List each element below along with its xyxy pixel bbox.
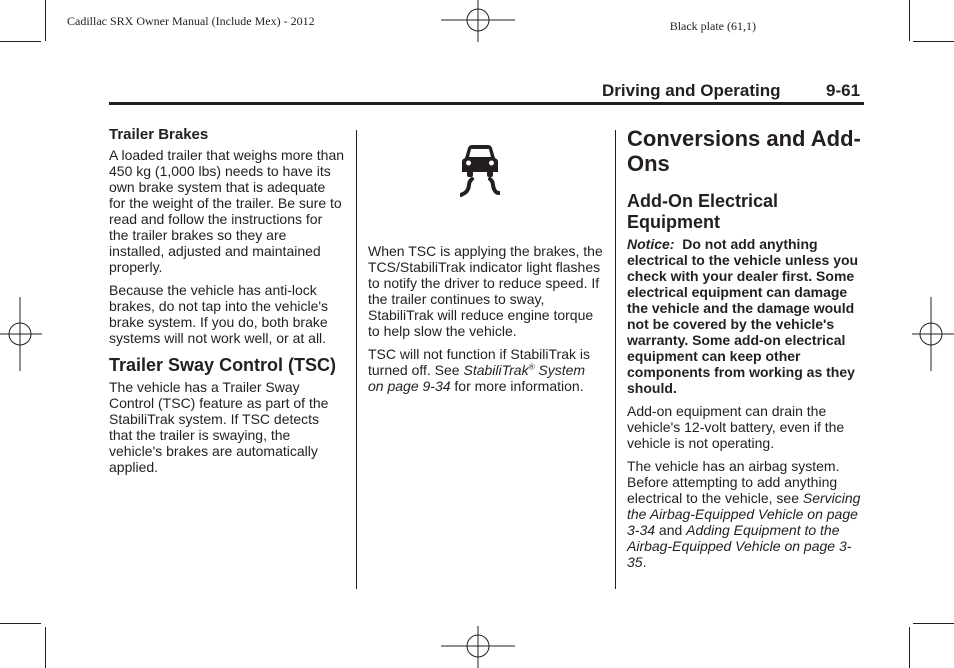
page-number: 9-61 (826, 81, 861, 100)
add-on-electrical-heading: Add-On Electrical Equipment (627, 191, 779, 232)
trailer-brakes-heading: Trailer Brakes (109, 126, 209, 143)
conversions-heading: Conversions and Add-Ons (627, 126, 861, 176)
traction-skid-car-icon (460, 144, 500, 198)
column-divider (356, 130, 357, 589)
tsc-heading: Trailer Sway Control (TSC) (109, 355, 337, 375)
tsc-off-end: for more information. (450, 378, 584, 394)
tsc-braking-paragraph: When TSC is applying the brakes, the TCS/StabiliTrak indicator light flashes to notify the driver to reduce speed. If the trailer continues to sway, StabiliTrak will reduce engine torque to help slow the vehicle. (368, 243, 603, 339)
slug-manual-title: Cadillac SRX Owner Manual (Include Mex) - 2012 (67, 14, 315, 28)
airbag-end: . (642, 554, 647, 570)
airbag-and: and (655, 522, 687, 538)
column-divider (615, 130, 616, 589)
tsc-off-text: TSC will not function if StabiliTrak is turned off. See (368, 346, 590, 378)
crop-mark (909, 627, 910, 668)
stabilitrak-link-page: System on page 9-34 (368, 362, 586, 394)
stabilitrak-link-text: StabiliTrak (463, 362, 529, 378)
adding-equipment-link[interactable]: Adding Equipment to the Airbag-Equipped Vehicle on page 3-35 (627, 522, 852, 570)
airbag-text: The vehicle has an airbag system. Before attempting to add anything electrical to the vehicle, see (627, 458, 840, 506)
column-left (109, 126, 345, 482)
crop-mark (0, 623, 41, 624)
crop-mark (0, 41, 41, 42)
slug-plate: Black plate (61,1) (669, 19, 756, 33)
column-right (627, 126, 863, 577)
notice-label: Notice: (627, 236, 675, 252)
column-middle (368, 126, 604, 401)
airbag-paragraph (627, 458, 863, 570)
header-rule (109, 102, 864, 105)
anti-lock-paragraph: Because the vehicle has anti-lock brakes, do not tap into the vehicle's brake system. If you do, both brake systems will not work well, or at all. (109, 282, 329, 346)
crop-mark (45, 0, 46, 41)
crop-mark (45, 627, 46, 668)
registration-mark-icon (441, 0, 515, 44)
registered-mark: ® (528, 362, 535, 372)
crop-mark (913, 41, 954, 42)
crop-mark (909, 0, 910, 41)
section-title: Driving and Operating (602, 81, 781, 100)
crop-mark (913, 623, 954, 624)
registration-mark-icon (0, 297, 42, 371)
servicing-airbag-link[interactable]: Servicing the Airbag-Equipped Vehicle on page 3-34 (627, 490, 861, 538)
notice-text: Do not add anything electrical to the vehicle unless you check with your dealer first. Some electrical equipment can damage the vehicle and the damage would not be covered by the vehicle's warranty. Some add-on electrical equipment can keep other components from working as they should. (627, 236, 859, 396)
notice-paragraph (627, 236, 863, 396)
registration-mark-icon (441, 626, 515, 668)
battery-drain-paragraph: Add-on equipment can drain the vehicle's 12-volt battery, even if the vehicle is not operating. (627, 403, 845, 451)
registration-mark-icon (912, 297, 954, 371)
trailer-brakes-paragraph: A loaded trailer that weighs more than 450 kg (1,000 lbs) needs to have its own brake system that is adequate for the weight of the trailer. Be sure to read and follow the instructions for the trailer brakes so they are installed, adjusted and maintained properly. (109, 147, 345, 275)
tsc-off-paragraph (368, 346, 604, 394)
tsc-paragraph: The vehicle has a Trailer Sway Control (TSC) feature as part of the StabiliTrak system. If TSC detects that the trailer is swaying, the vehicle's brakes are automatically applied. (109, 379, 329, 475)
